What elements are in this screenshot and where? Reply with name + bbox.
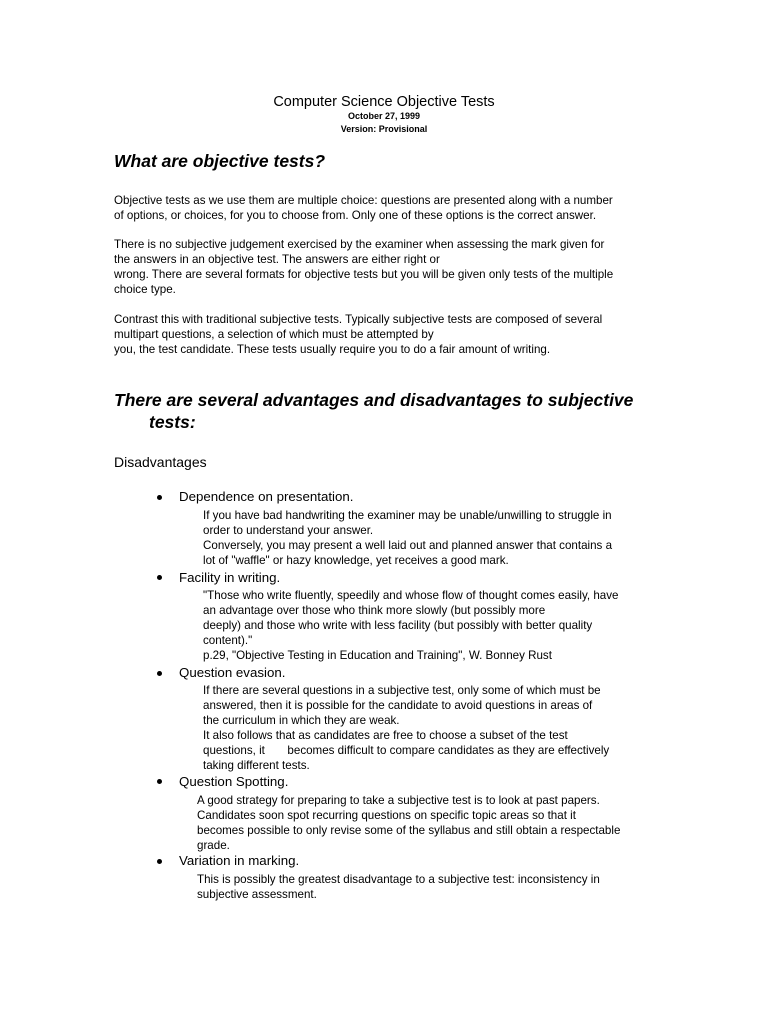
bullet-icon — [157, 859, 162, 864]
bullet-title: Variation in marking. — [179, 853, 300, 868]
detail-line: becomes possible to only revise some of the syllabus and still obtain a respectable — [197, 824, 621, 837]
detail-line: "Those who write fluently, speedily and whose flow of thought comes easily, have — [203, 589, 619, 602]
paragraph-1 — [114, 193, 613, 223]
bullet-icon — [157, 495, 162, 500]
paragraph-line: There is no subjective judgement exercised by the examiner when assessing the mark given for — [114, 238, 605, 251]
detail-line: If you have bad handwriting the examiner may be unable/unwilling to struggle in — [203, 509, 612, 522]
paragraph-line: multipart questions, a selection of which must be attempted by — [114, 328, 434, 341]
bullet-icon — [157, 575, 162, 580]
detail-line: A good strategy for preparing to take a subjective test is to look at past papers. — [197, 794, 600, 807]
paragraph-line: Contrast this with traditional subjective tests. Typically subjective tests are composed of several — [114, 313, 603, 326]
paragraph-line: the answers in an objective test. The answers are either right or — [114, 253, 440, 266]
disadvantages-subheading: Disadvantages — [114, 454, 207, 470]
detail-line: This is possibly the greatest disadvantage to a subjective test: inconsistency in — [197, 873, 600, 886]
detail-line: p.29, "Objective Testing in Education and Training", W. Bonney Rust — [203, 649, 552, 662]
bullet-title: Question Spotting. — [179, 774, 289, 789]
paragraph-line: you, the test candidate. These tests usually require you to do a fair amount of writing. — [114, 343, 551, 356]
paragraph-line: of options, or choices, for you to choose from. Only one of these options is the correct answer. — [114, 209, 597, 222]
paragraph-line: choice type. — [114, 283, 176, 296]
section2-heading-line2: tests: — [149, 412, 196, 432]
bullet-title: Facility in writing. — [179, 570, 281, 585]
section1-heading: What are objective tests? — [114, 151, 326, 171]
detail-line: taking different tests. — [203, 759, 310, 772]
bullet-icon — [157, 779, 162, 784]
detail-line: deeply) and those who write with less facility (but possibly with better quality — [203, 619, 593, 632]
detail-line: answered, then it is possible for the candidate to avoid questions in areas of — [203, 699, 593, 712]
detail-line: an advantage over those who think more slowly (but possibly more — [203, 604, 546, 617]
detail-line: lot of "waffle" or hazy knowledge, yet receives a good mark. — [203, 554, 509, 567]
detail-line: Conversely, you may present a well laid out and planned answer that contains a — [203, 539, 613, 552]
paragraph-line: Objective tests as we use them are multiple choice: questions are presented along with a number — [114, 194, 613, 207]
document-date: October 27, 1999 — [347, 111, 421, 121]
paragraph-line: wrong. There are several formats for objective tests but you will be given only tests of the multiple — [114, 268, 614, 281]
bullet-title: Dependence on presentation. — [179, 489, 354, 504]
bullet-detail — [197, 793, 620, 853]
bullet-detail — [197, 872, 600, 902]
section2-heading-line1: There are several advantages and disadvantages to subjective — [114, 390, 634, 410]
detail-line: grade. — [197, 839, 230, 852]
document-title: Computer Science Objective Tests — [273, 94, 495, 110]
bullet-detail — [203, 508, 612, 568]
bullet-title: Question evasion. — [179, 665, 286, 680]
bullet-detail — [203, 588, 618, 663]
detail-line: subjective assessment. — [197, 888, 317, 901]
detail-line: order to understand your answer. — [203, 524, 374, 537]
detail-line: Candidates soon spot recurring questions on specific topic areas so that it — [197, 809, 576, 822]
paragraph-2 — [114, 237, 613, 297]
detail-line: questions, it becomes difficult to compare candidates as they are effectively — [203, 744, 610, 757]
detail-line: content)." — [203, 634, 253, 647]
paragraph-3 — [114, 312, 602, 357]
detail-line: It also follows that as candidates are free to choose a subset of the test — [203, 729, 568, 742]
document-version: Version: Provisional — [340, 124, 428, 134]
bullet-detail — [203, 683, 609, 773]
bullet-icon — [157, 671, 162, 676]
detail-line: the curriculum in which they are weak. — [203, 714, 400, 727]
detail-line: If there are several questions in a subjective test, only some of which must be — [203, 684, 601, 697]
